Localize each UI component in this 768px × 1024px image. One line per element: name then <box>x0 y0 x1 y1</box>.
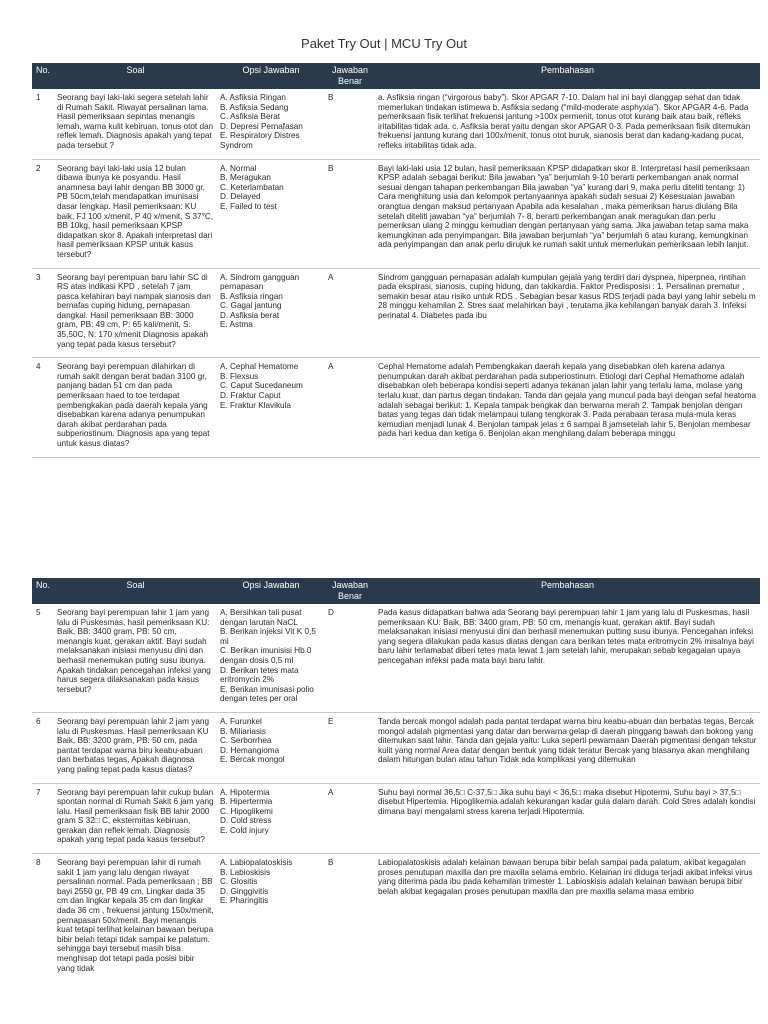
table-row <box>32 854 760 982</box>
row-number: 7 <box>32 783 54 854</box>
table-row <box>32 159 760 268</box>
header-soal: Soal <box>54 578 217 604</box>
explanation-text: Tanda bercak mongol adalah pada pantat terdapat warna biru keabu-abuan dan berbatas tegas, Bercak mongol adalah pigmentasi yang datar dan berwarna gelap di daerah pinggang bawah dan bokong yang ditemukan saat lahir. Tanda dan gejala yaitu: Luka seperti pewarnaan Daerah pigmentasi dengan tekstur kulit yang normal Area datar dengan bentuk yang tidak teratur Bercak yang biasanya akan menghilang dalam hitungan bulan atau tahun Tidak ada komplikasi yang ditemukan <box>375 712 760 783</box>
table-row <box>32 268 760 358</box>
explanation-text: Cephal Hematome adalah Pembengkakan daerah kepala yang disebabkan oleh karena adanya penumpukan darah akibat perdarahan pada subperiostinum. Etiologi dari Cephal Hemathome adalah disebabkan oleh beberapa kondisi seperti adanya tekanan jalan lahir yang terlalu lama, molase yang terlalu kuat, dan partus degan tindakan. Tanda dan gejala yang muncul pada bayi dengan sefal heatoma adalah sebagai berikut: 1. Kepala tampak bengkak dan berwarna merah 2. Tampak benjolan dengan batas yang tegas dan tidak melampaui tulang tengkorak 3. Pada perabaan terasa mula-mula keras kemudian menjadi lunak 4. Benjolan tampak jelas ± 6 sampai 8 jamsetelah lahir 5. Benjolan membesar pada hari kedua dan ketiga 6. Benjolan akan menghilang dalam beberapa minggu <box>375 358 760 457</box>
question-text: Seorang bayi perempuan lahir 2 jam yang lalu di Puskesmas. Hasil pemeriksaan KU Baik, BB: 3200 gram, PB: 50 cm, pada pantat terdapat warna biru keabu-abuan dan berbatas tegas, Apakah diagnosa yang paling tepat pada kasus diatas? <box>54 712 217 783</box>
row-number: 6 <box>32 712 54 783</box>
explanation-text: Labiopalatoskisis adalah kelainan bawaan berupa bibir belah sampai pada palatum, akibat kegagalan proses penutupan maxilla dan pre maxilla selama embrio. Kelainan ini diduga terjadi akibat infeksi virus yang diterima pada ibu pada kehamilan trimester 1. Labioskisis adalah kelainan bawaan berupa bibir belah akibat kegagalan proses penutupan maxilla dan pre maxilla selama masa embrio <box>378 858 753 896</box>
header-pembahasan: Pembahasan <box>375 63 760 89</box>
question-text: Seorang bayi perempuan dilahirkan di rumah sakit dengan berat badan 3100 gr, panjang badan 51 cm dan pada pemeriksaan haed to toe terdapat pembengkakan pada daerah kepala yang disebabkan karena adanya penumpukan darah akibat perdarahan pada subperiostinum. Diagnosis apa yang tepat untuk kasus diatas? <box>54 358 217 457</box>
correct-answer: A <box>325 783 375 854</box>
header-no: No. <box>32 578 54 604</box>
row-number: 5 <box>32 604 54 712</box>
row-number: 8 <box>36 858 41 868</box>
question-text: Seorang bayi perempuan lahir 1 jam yang lalu di Puskesmas, hasil pemeriksaan KU: Baik, BB: 3400 gram, PB: 50 cm, menangis kuat, gerakan aktif. Bayi sudah melaksanakan inisiasi menyusu dini dan berhasil menemukan puting susu ibunya. Apakah tindakan pencegahan infeksi yang harus segera dilaksanakan pada kasus tersebut? <box>54 604 217 712</box>
correct-answer: B <box>328 858 334 868</box>
correct-answer: E <box>325 712 375 783</box>
question-text: Seorang bayi perempuan lahir cukup bulan spontan normal di Rumah Sakit 6 jam yang lalu. Hasil pemeriksaan fisik BB lahir 2000 gram S 32□ C, ekstermitas kebiruan, gerakan dan reflek lemah. Diagnosis apakah yang tepat pada kasus tersebut? <box>54 783 217 854</box>
header-no: No. <box>32 63 54 89</box>
answer-options: A. Normal B. Meragukan C. Keterlambatan D. Delayed E. Failed to test <box>217 159 325 268</box>
correct-answer: D <box>325 604 375 712</box>
question-text: Seorang bayi laki-laki usia 12 bulan dibawa ibunya ke posyandu. Hasil anamnesa bayi lahir dengan BB 3000 gr, PB 50cm,telah mendapatkan imunisasi dasar lengkap. Hasil pemeriksaan: KU baik, FJ 100 x/menit, P 40 x/menit, S 37°C, BB 10kg, hasil pemeriksaan KPSP didapatkan skor 8. Apakah interpretasi dari hasil pemeriksaan KPSP untuk kasus tersebut? <box>54 159 217 268</box>
question-table <box>32 578 760 981</box>
answer-options: A. Hipotermia B. Hipertermia C. Hipoglikemi D. Cold stress E. Cold injury <box>217 783 325 854</box>
explanation-text: Sindrom gangguan pernapasan adalah kumpulan gejala yang terdiri dari dyspnea, hiperpnea, rintihan pada ekspirasi, sianosis, cuping hidung, dan takikardia. Faktor Predisposisi : 1. Persalinan prematur , semakin besar atau risiko untuk RDS . Sebagian besar kasus RDS terjadi pada bayi yang lahir sebelu m 28 minggu kehamilan 2. Stres saat melahirkan bayi , terutama jika kehilangan banyak darah 3. Infeksi perinatal 4. Diabetes pada ibu <box>375 268 760 358</box>
table-row <box>32 712 760 783</box>
header-opsi: Opsi Jawaban <box>217 578 325 604</box>
answer-options: A. Bersihkan tali pusat dengan larutan NaCL B. Berikan injeksi Vit K 0,5 ml C. Berikan imunisisi Hb 0 dengan dosis 0,5 ml D. Berikan tetes mata eritromycin 2% E. Berikan imunisasi polio dengan tetes per oral <box>217 604 325 712</box>
question-text: Seorang bayi perempuan lahir di rumah sakit 1 jam yang lalu dengan riwayat persalinan normal. Pada pemeriksaan ; BB bayi 2550 gr, PB 49 cm, Lingkar dada 35 cm dan lingkar kepala 35 cm dan lingkar dada 36 cm , frekuensi jantung 150x/menit, pernapasan 50x/menit. Bayi menangis kuat tetapi terlihat kelainan bawaan berupa bibir belah tetapi tidak sampai ke palatum. sehingga bayi tersebut masih bisa menghisap dot tetapi pada posisi bibir yang tidak <box>57 858 214 973</box>
explanation-text: a. Asfiksia ringan (“virgorous baby”). Skor APGAR 7-10. Dalam hal ini bayi dianggap sehat dan tidak memerlukan tindakan istimewa b. Asfiksia sedang (“mild-moderate asphyxia”). Skor APGAR 4-6. Pada pemeriksaan fisik terlihat frekuensi jantung >100x permenit, tonus otot kurang baik atau baik, refleks iritabilitas tidak ada. c. Asfiksia berat yaitu dengan skor APGAR 0-3. Pada pemeriksaan fisik ditemukan frekuensi jantung kurang dari 100x/menit, tonus otot buruk, sianosis berat dan kadang-kadang pucat, refleks iritabilitas tidak ada. <box>375 89 760 159</box>
row-number: 3 <box>32 268 54 358</box>
explanation-text: Pada kasus didapatkan bahwa ada Seorang bayi perempuan lahir 1 jam yang lalu di Puskesmas, hasil pemeriksaan KU: Baik, BB: 3400 gram, PB: 50 cm, menangis kuat, gerakan aktif. Bayi sudah melaksanakan inisiasi menyusui dini dan berhasil menemukan putting susu ibunya. Pencegahan infeksi yang segera dilakukan pada kasus diatas dengan cara berikan tetes mata eritromycin 2% misalnya bayi baru lahir terlamabat diberi tetes mata lewat 1 jam setelah lahir, merupakan sebab kegagalan upaya pencegahan infeksi pada mata bayi baru lahir. <box>375 604 760 712</box>
table-row <box>32 604 760 712</box>
table-header-row <box>32 63 760 89</box>
correct-answer: B <box>325 159 375 268</box>
question-text: Seorang bayi laki-laki segera setelah lahir di Rumah Sakit. Riwayat persalinan lama. Hasil pemeriksaan sepintas menangis lemah, warna kulit kebiruan, tonus otot dan reflek lemah. Diagnosis apakah yang tepat pada tersebut ? <box>54 89 217 159</box>
question-text: Seorang bayi perempuan baru lahir SC di RS atas indikasi KPD , setelah 7 jam pasca kelahiran bayi nampak sianosis dan bernafas cuping hidung, pernapasan dangkal. Hasil pemeriksaan BB: 3000 gram, PB: 49 cm, P: 65 kali/menit, S: 35,50C, N: 170 x/menit Diagnosis apakah yang tepat pada kasus tersebut? <box>54 268 217 358</box>
answer-options: A. Sindrom gangguan pernapasan B. Asfiksia ringan C. Gagal jantung D. Asfiksia berat E. Astma <box>217 268 325 358</box>
header-jawaban: Jawaban Benar <box>325 63 375 89</box>
answer-options: A. Labiopalatoskisis B. Labioskisis C. Glositis D. Ginggivitis E. Pharingitis <box>220 858 293 906</box>
header-opsi: Opsi Jawaban <box>217 63 325 89</box>
header-jawaban: Jawaban Benar <box>325 578 375 604</box>
header-pembahasan: Pembahasan <box>375 578 760 604</box>
explanation-text: Bayi laki-laki usia 12 bulan, hasil pemeriksaan KPSP didapatkan skor 8. Interpretasi hasil pemeriksaan KPSP adalah sebagai berikut: Bila jawaban “ya” berjumlah 9-10 berarti perkembangan anak normal sesuai dengan tahapan perkembangan Bila jawaban “ya” kurang dari 9, maka perlu diteliti tentang: 1) Cara menghitung usia dan kelompok pertanyaannya apakah sudah sesuai 2) Kesesuaian jawaban orangtua dengan maksud pertanyaan Apabila ada kesalahan , maka pemeriksan harus diulang Bila setelah diteliti jawaban “ya” berjumlah 7- 8, berarti perkembangan anak meragukan dan perlu pemeriksan ulang 2 minggu kemudian dengan pertanyaan yang sama. Jika jawaban tetap sama maka kemungkinan ada penyimpangan. Bila jawaban berjumlah “ya” berjumlah 6 atau kurang, kemungkinan ada penyimpangan dan anak perlu dirujuk ke rumah sakit untuk memerlukan pemeriksaan lebih lanjut. <box>375 159 760 268</box>
page-title: Paket Try Out | MCU Try Out <box>301 36 467 51</box>
correct-answer: B <box>325 89 375 159</box>
row-number: 1 <box>32 89 54 159</box>
correct-answer: A <box>325 358 375 457</box>
table-row <box>32 783 760 854</box>
row-number: 2 <box>32 159 54 268</box>
answer-options: A. Cephal Hematome B. Flexsus C. Caput Sucedaneum D. Fraktur Caput E. Fraktur Klavikula <box>217 358 325 457</box>
correct-answer: A <box>325 268 375 358</box>
question-table <box>32 63 760 458</box>
header-soal: Soal <box>54 63 217 89</box>
table-header-row <box>32 578 760 604</box>
explanation-text: Suhu bayi normal 36,5□ C-37,5□ Jika suhu bayi < 36,5□ maka disebut Hipotermi, Suhu bayi > 37,5□ disebut Hipertemia. Hipoglikemia adalah kekurangan kadar gula dalam darah. Cold Stres adalah kondisi dimana bayi mengalami stress karena terjadi Hipotermia. <box>375 783 760 854</box>
answer-options: A. Furunkel B. Miliariasis C. Serborrhea D. Hemangioma E. Bercak mongol <box>217 712 325 783</box>
answer-options: A. Asfiksia Ringan B. Asfiksia Sedang C. Asfiksia Berat D. Depresi Pernafasan E. Respiratory Distres Syndrom <box>217 89 325 159</box>
table-row <box>32 89 760 159</box>
table-row <box>32 358 760 457</box>
row-number: 4 <box>32 358 54 457</box>
